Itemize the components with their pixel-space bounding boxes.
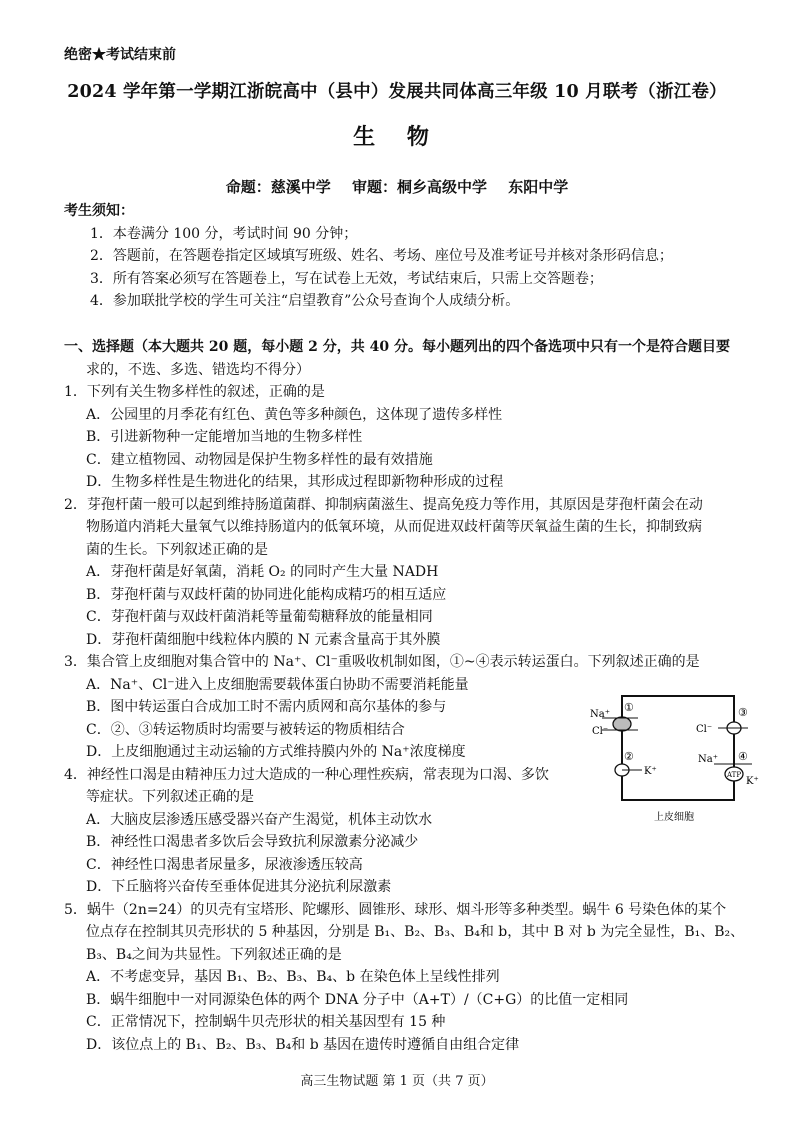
option-d: D．生物多样性是生物进化的结果，其形成过程即新物种形成的过程 — [86, 474, 504, 490]
notes-heading: 考生须知： — [64, 203, 134, 219]
option-d: D．芽孢杆菌细胞中线粒体内膜的 N 元素含量高于其外膜 — [86, 631, 441, 648]
exam-title: 2024 学年第一学期江浙皖高中（县中）发展共同体高三年级 10 月联考（浙江卷） — [67, 82, 727, 102]
authors-line — [0, 176, 794, 197]
atp-label: ATP — [727, 771, 742, 779]
label-na-left: Na⁺ — [590, 709, 610, 720]
label-na-right: Na⁺ — [698, 754, 718, 765]
option-d: D．上皮细胞通过主动运输的方式维持膜内外的 Na⁺浓度梯度 — [86, 744, 466, 760]
notes-item: 3．所有答案必须写在答题卷上，写在试卷上无效，考试结束后，只需上交答题卷； — [90, 270, 603, 287]
option-a: A．芽孢杆菌是好氧菌，消耗 O₂ 的同时产生大量 NADH — [86, 564, 439, 580]
option-c: C．建立植物园、动物园是保护生物多样性的最有效措施 — [86, 451, 433, 468]
question-stem: 5．蜗牛（2n=24）的贝壳有宝塔形、陀螺形、圆锥形、球形、烟斗形等多种类型。蜗牛 6 号染色体的某个 — [64, 901, 727, 918]
transporter-1 — [613, 717, 631, 731]
label-1: ① — [624, 701, 634, 714]
option-c: C．神经性口渴患者尿量多，尿液渗透压较高 — [86, 856, 363, 873]
notes-item: 1．本卷满分 100 分，考试时间 90 分钟； — [90, 225, 358, 242]
option-a: A．大脑皮层渗透压感受器兴奋产生渴觉，机体主动饮水 — [86, 811, 433, 828]
option-d: D．下丘脑将兴奋传至垂体促进其分泌抗利尿激素 — [86, 879, 392, 895]
label-3: ③ — [738, 706, 748, 719]
question-stem-cont: B₃、B₄之间为共显性。下列叙述正确的是 — [86, 946, 342, 963]
option-a: A．公园里的月季花有红色、黄色等多种颜色，这体现了遗传多样性 — [86, 406, 503, 423]
confidential-label: 绝密★考试结束前 — [64, 47, 176, 63]
option-c: C．②、③转运物质时均需要与被转运的物质相结合 — [86, 721, 405, 738]
option-c: C．芽孢杆菌与双歧杆菌消耗等量葡萄糖释放的能量相同 — [86, 609, 433, 625]
option-b: B．图中转运蛋白合成加工时不需内质网和高尔基体的参与 — [86, 699, 447, 715]
question-stem: 4．神经性口渴是由精神压力过大造成的一种心理性疾病，常表现为口渴、多饮 — [64, 766, 549, 783]
label-4: ④ — [738, 750, 748, 763]
question-1 — [64, 381, 754, 494]
section-heading-cont: 求的，不选、多选、错选均不得分） — [86, 361, 310, 378]
option-b: B．神经性口渴患者多饮后会导致抗利尿激素分泌减少 — [86, 834, 419, 850]
reviewer-label: 审题：桐乡高级中学 — [351, 178, 487, 196]
label-2: ② — [624, 750, 634, 763]
label-k-left: K⁺ — [644, 766, 657, 777]
notes-item: 4．参加联批学校的学生可关注“启望教育”公众号查询个人成绩分析。 — [90, 293, 520, 309]
option-d: D．该位点上的 B₁、B₂、B₃、B₄和 b 基因在遗传时遵循自由组合定律 — [86, 1036, 520, 1053]
cell-outline — [622, 696, 734, 800]
notes-item: 2．答题前，在答题卷指定区域填写班级、姓名、考场、座位号及准考证号并核对条形码信息； — [90, 248, 673, 264]
diagram-caption: 上皮细胞 — [654, 812, 694, 823]
question-stem-cont: 菌的生长。下列叙述正确的是 — [86, 541, 268, 558]
option-a: A．Na⁺、Cl⁻进入上皮细胞需要载体蛋白协助不需要消耗能量 — [86, 676, 469, 693]
option-b: B．芽孢杆菌与双歧杆菌的协同进化能构成精巧的相互适应 — [86, 586, 447, 603]
epithelial-cell-diagram — [588, 688, 768, 828]
option-a: A．不考虑变异，基因 B₁、B₂、B₃、B₄、b 在染色体上呈线性排列 — [86, 969, 500, 985]
author-label: 命题：慈溪中学 — [225, 178, 331, 196]
page-footer: 高三生物试题 第 1 页（共 7 页） — [300, 1074, 494, 1089]
exam-notes — [64, 200, 754, 313]
label-cl-right: Cl⁻ — [696, 724, 713, 735]
option-b: B．引进新物种一定能增加当地的生物多样性 — [86, 429, 363, 445]
question-stem: 1．下列有关生物多样性的叙述，正确的是 — [64, 384, 325, 400]
reviewer2-label: 东阳中学 — [508, 178, 569, 196]
option-b: B．蜗牛细胞中一对同源染色体的两个 DNA 分子中（A+T）/（C+G）的比值一定相同 — [86, 991, 629, 1008]
question-stem-cont: 等症状。下列叙述正确的是 — [86, 789, 254, 805]
label-cl-left: Cl⁻ — [592, 726, 609, 737]
question-stem-cont: 物肠道内消耗大量氧气以维持肠道内的低氧环境，从而促进双歧杆菌等厌氧益生菌的生长，抑制致病 — [86, 519, 702, 535]
question-2 — [64, 494, 754, 652]
label-k-right: K⁺ — [746, 776, 759, 787]
subject-title: 生 物 — [353, 124, 441, 150]
question-stem-cont: 位点存在控制其贝壳形状的 5 种基因，分别是 B₁、B₂、B₃、B₄和 b，其中 B 对 b 为完全显性，B₁、B₂、 — [86, 924, 745, 940]
question-stem: 3．集合管上皮细胞对集合管中的 Na⁺、Cl⁻重吸收机制如图，①~④表示转运蛋白。下列叙述正确的是 — [64, 654, 700, 670]
option-c: C．正常情况下，控制蜗牛贝壳形状的相关基因型有 15 种 — [86, 1014, 446, 1030]
question-stem: 2．芽孢杆菌一般可以起到维持肠道菌群、抑制病菌滋生、提高免疫力等作用，其原因是芽孢杆菌会在动 — [64, 496, 703, 513]
section-heading: 一、选择题（本大题共 20 题，每小题 2 分，共 40 分。每小题列出的四个备选项中只有一个是符合题目要 — [64, 339, 730, 355]
question-5 — [64, 899, 754, 1057]
